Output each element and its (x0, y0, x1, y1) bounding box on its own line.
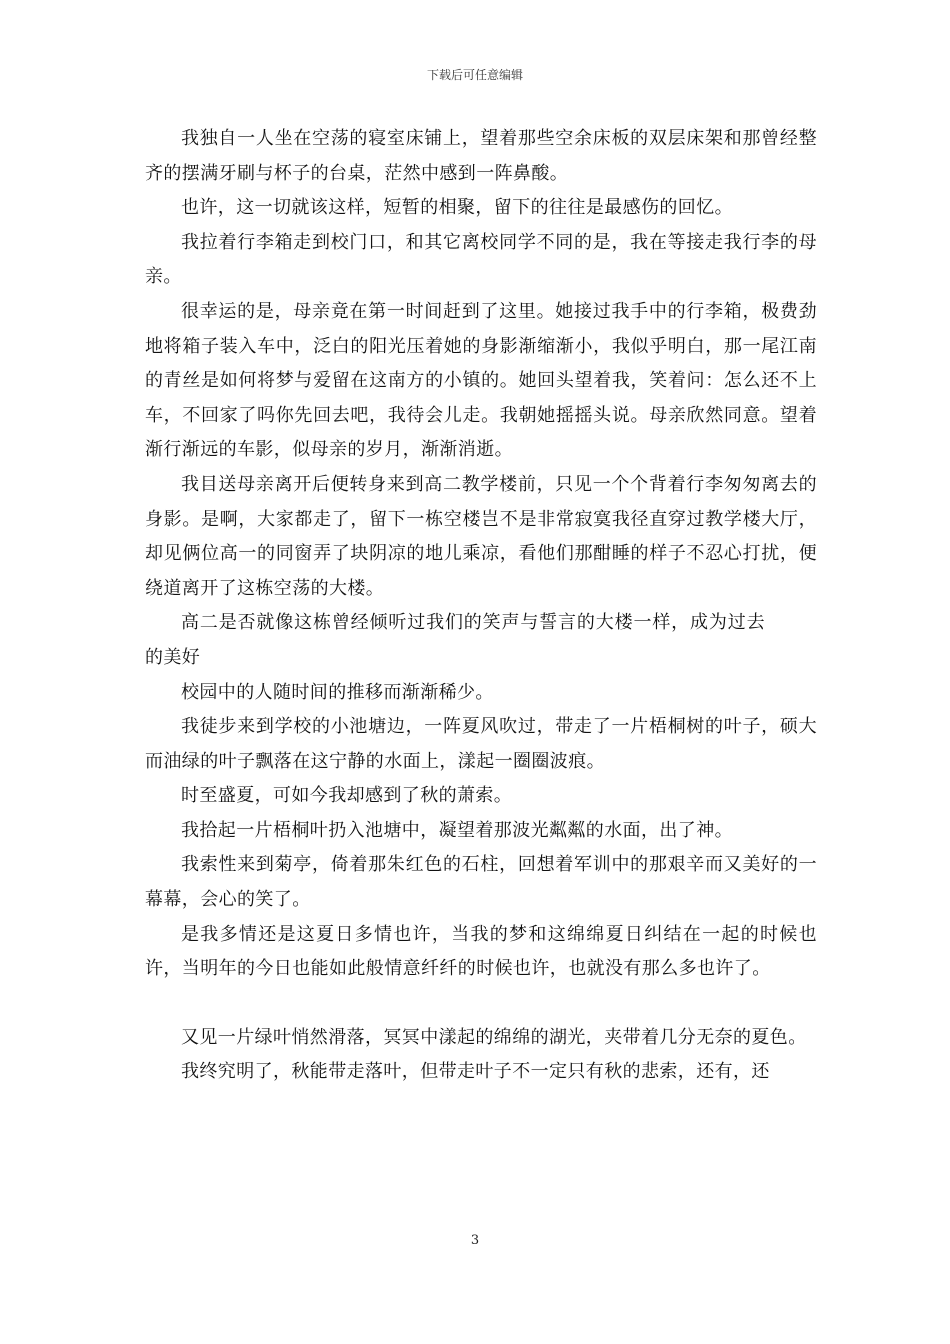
paragraph-7: 校园中的人随时间的推移而渐渐稀少。 (181, 681, 494, 703)
paragraph-6: 高二是否就像这栋曾经倾听过我们的笑声与誓言的大楼一样，成为过去的美好 (145, 612, 765, 668)
paragraph-2: 也许，这一切就该这样，短暂的相聚，留下的往往是最感伤的回忆。 (181, 197, 733, 219)
paragraph-14: 我终究明了，秋能带走落叶，但带走叶子不一定只有秋的悲索，还有，还 (181, 1061, 770, 1083)
document-body (145, 122, 817, 1090)
paragraph-10: 我拾起一片梧桐叶扔入池塘中，凝望着那波光粼粼的水面，出了神。 (181, 819, 733, 841)
paragraph-4: 很幸运的是，母亲竟在第一时间赶到了这里。她接过我手中的行李箱，极费劲地将箱子装入车中，泛白的阳光压着她的身影渐缩渐小，我似乎明白，那一尾江南的青丝是如何将梦与爱留在这南方的小镇的。她回头望着我，笑着问：怎么还不上车，不回家了吗你先回去吧，我待会儿走。我朝她摇摇头说。母亲欣然同意。望着渐行渐远的车影，似母亲的岁月，渐渐消逝。 (145, 300, 817, 461)
paragraph-12: 是我多情还是这夏日多情也许，当我的梦和这绵绵夏日纠结在一起的时候也许，当明年的今日也能如此般情意纤纤的时候也许，也就没有那么多也许了。 (145, 923, 817, 980)
paragraph-1: 我独自一人坐在空荡的寝室床铺上，望着那些空余床板的双层床架和那曾经整齐的摆满牙刷与杯子的台桌，茫然中感到一阵鼻酸。 (145, 128, 817, 184)
paragraph-11: 我索性来到菊亭，倚着那朱红色的石柱，回想着军训中的那艰辛而又美好的一幕幕，会心的笑了。 (145, 854, 817, 911)
paragraph-5: 我目送母亲离开后便转身来到高二教学楼前，只见一个个背着行李匆匆离去的身影。是啊，大家都走了，留下一栋空楼岂不是非常寂寞我径直穿过教学楼大厅，却见俩位高一的同窗弄了块阴凉的地儿乘凉，看他们那酣睡的样子不忍心打扰，便绕道离开了这栋空荡的大楼。 (145, 473, 817, 599)
paragraph-9: 时至盛夏，可如今我却感到了秋的萧索。 (181, 785, 513, 807)
page-number: 3 (470, 1233, 480, 1248)
paragraph-8: 我徒步来到学校的小池塘边，一阵夏风吹过，带走了一片梧桐树的叶子，硕大而油绿的叶子飘落在这宁静的水面上，漾起一圈圈波痕。 (145, 716, 817, 772)
page-header: 下载后可任意编辑 (426, 68, 523, 82)
paragraph-3: 我拉着行李箱走到校门口，和其它离校同学不同的是，我在等接走我行李的母亲。 (145, 231, 817, 288)
paragraph-13: 又见一片绿叶悄然滑落，冥冥中漾起的绵绵的湖光，夹带着几分无奈的夏色。 (181, 1026, 807, 1048)
